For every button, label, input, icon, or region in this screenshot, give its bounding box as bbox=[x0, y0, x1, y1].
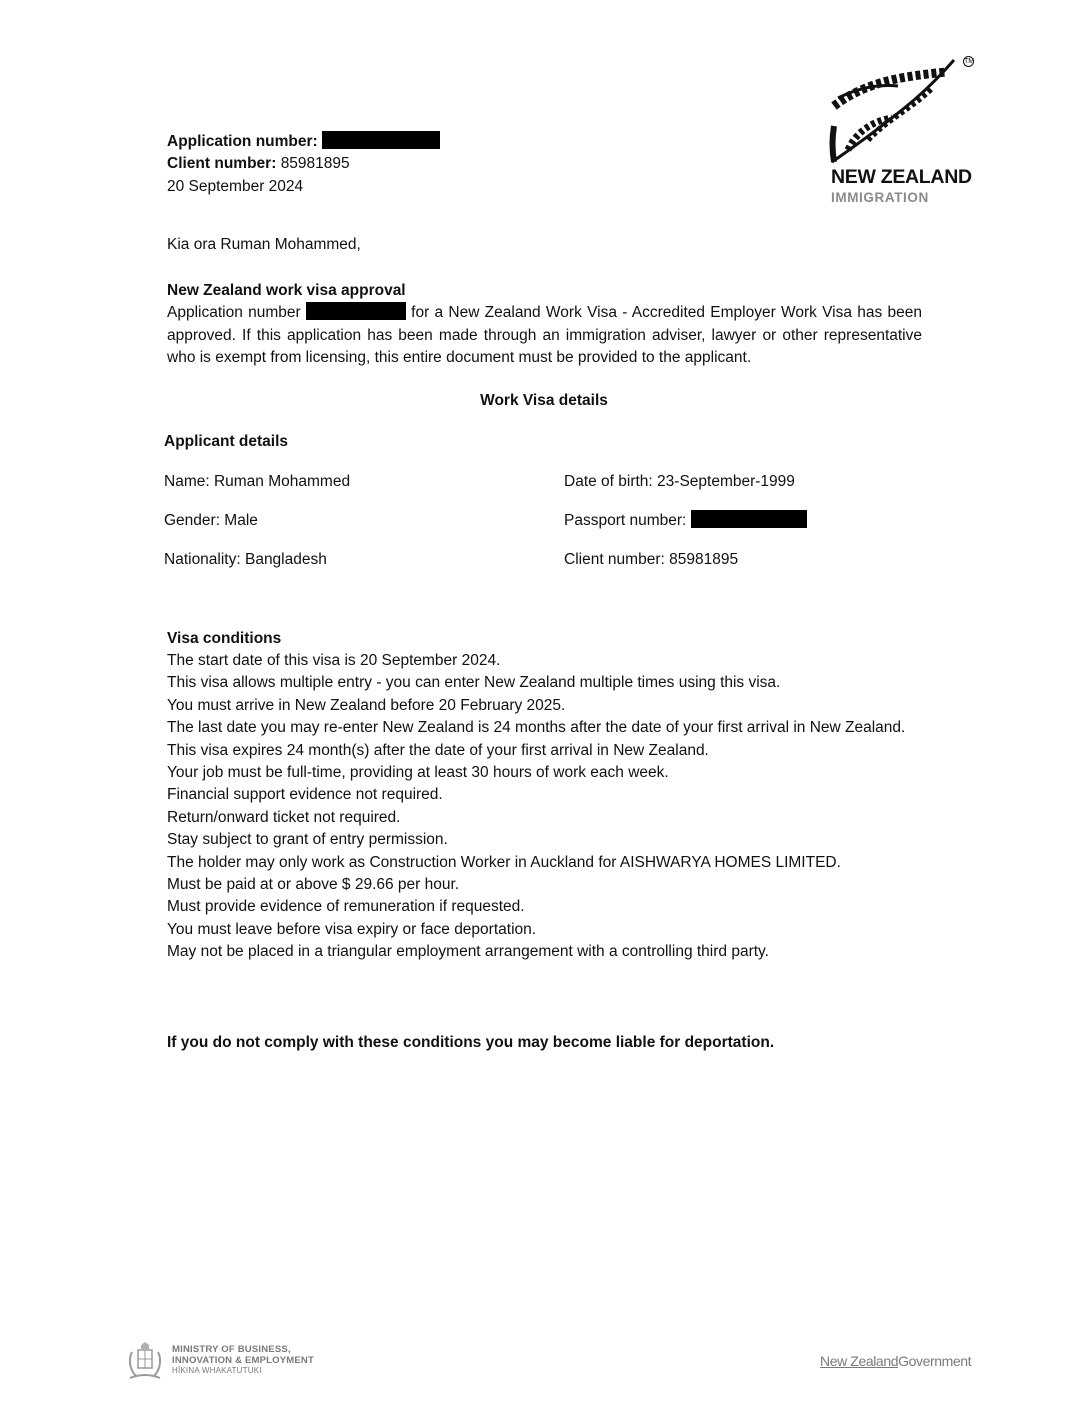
condition-item: Your job must be full-time, providing at least 30 hours of work each week. bbox=[167, 764, 669, 782]
client-number-line bbox=[167, 153, 350, 175]
logo-new-zealand: NEW ZEALAND bbox=[831, 166, 972, 188]
deportation-warning: If you do not comply with these conditions you may become liable for deportation. bbox=[167, 1034, 775, 1051]
condition-item: This visa expires 24 month(s) after the date of your first arrival in New Zealand. bbox=[167, 741, 709, 759]
condition-item: Must be paid at or above $ 29.66 per hour. bbox=[167, 876, 460, 894]
applicant-name: Name: Ruman Mohammed bbox=[164, 473, 351, 490]
mbie-line2: INNOVATION & EMPLOYMENT bbox=[172, 1354, 314, 1366]
nzgov-part1: New Zealand bbox=[820, 1353, 899, 1369]
condition-item: You must arrive in New Zealand before 20 February 2025. bbox=[167, 696, 566, 714]
approval-text-after: for a New Zealand Work Visa - Accredited Employer Work Visa has been approved. If this application has been made through an immigration adviser, lawyer or other representative who is exempt from licensing, this entire document must be provided to the applicant. bbox=[167, 304, 922, 366]
nz-government-logo bbox=[820, 1353, 971, 1369]
greeting: Kia ora Ruman Mohammed, bbox=[167, 236, 361, 253]
client-number-label: Client number: bbox=[167, 155, 277, 172]
condition-item: Must provide evidence of remuneration if requested. bbox=[167, 898, 525, 916]
silver-fern-icon bbox=[828, 58, 960, 164]
applicant-nationality: Nationality: Bangladesh bbox=[164, 551, 327, 568]
application-number-line bbox=[167, 131, 440, 153]
condition-item: The last date you may re-enter New Zealand is 24 months after the date of your first arrival in New Zealand. bbox=[167, 719, 906, 737]
condition-item: You must leave before visa expiry or face deportation. bbox=[167, 920, 537, 938]
condition-item: The holder may only work as Construction Worker in Auckland for AISHWARYA HOMES LIMITED. bbox=[167, 853, 841, 871]
approval-paragraph bbox=[167, 302, 922, 370]
work-visa-details-title: Work Visa details bbox=[480, 392, 608, 409]
approval-text-before: Application number bbox=[167, 304, 301, 321]
passport-number-label: Passport number: bbox=[564, 512, 687, 529]
letter-date: 20 September 2024 bbox=[167, 178, 304, 195]
condition-item: Return/onward ticket not required. bbox=[167, 808, 401, 826]
visa-conditions-list bbox=[167, 650, 927, 964]
applicant-gender: Gender: Male bbox=[164, 512, 258, 529]
applicant-dob: Date of birth: 23-September-1999 bbox=[564, 473, 795, 490]
condition-item: The start date of this visa is 20 September 2024. bbox=[167, 652, 501, 669]
condition-item: May not be placed in a triangular employment arrangement with a controlling third party. bbox=[167, 943, 769, 961]
condition-item: This visa allows multiple entry - you can enter New Zealand multiple times using this visa. bbox=[167, 674, 781, 692]
applicant-details-heading: Applicant details bbox=[164, 433, 289, 450]
application-number-label: Application number: bbox=[167, 133, 318, 150]
application-number-redaction bbox=[322, 131, 440, 149]
condition-item: Financial support evidence not required. bbox=[167, 786, 443, 804]
passport-number-line bbox=[564, 510, 807, 532]
applicant-client-number: Client number: 85981895 bbox=[564, 551, 739, 568]
condition-item: Stay subject to grant of entry permission. bbox=[167, 831, 448, 849]
logo-immigration: IMMIGRATION bbox=[831, 190, 929, 205]
mbie-line1: MINISTRY OF BUSINESS, bbox=[172, 1344, 291, 1355]
passport-number-redaction bbox=[691, 510, 807, 528]
coat-of-arms-icon bbox=[124, 1342, 166, 1382]
client-number-value: 85981895 bbox=[280, 155, 350, 172]
nzgov-part2: Government bbox=[898, 1353, 972, 1369]
trademark-icon: TM bbox=[964, 58, 975, 65]
approval-title: New Zealand work visa approval bbox=[167, 282, 406, 299]
visa-conditions-title: Visa conditions bbox=[167, 630, 282, 647]
mbie-line3: HĪKINA WHAKATUTUKI bbox=[172, 1366, 262, 1375]
mbie-logo-text bbox=[172, 1345, 314, 1377]
approval-application-redaction bbox=[306, 302, 406, 320]
